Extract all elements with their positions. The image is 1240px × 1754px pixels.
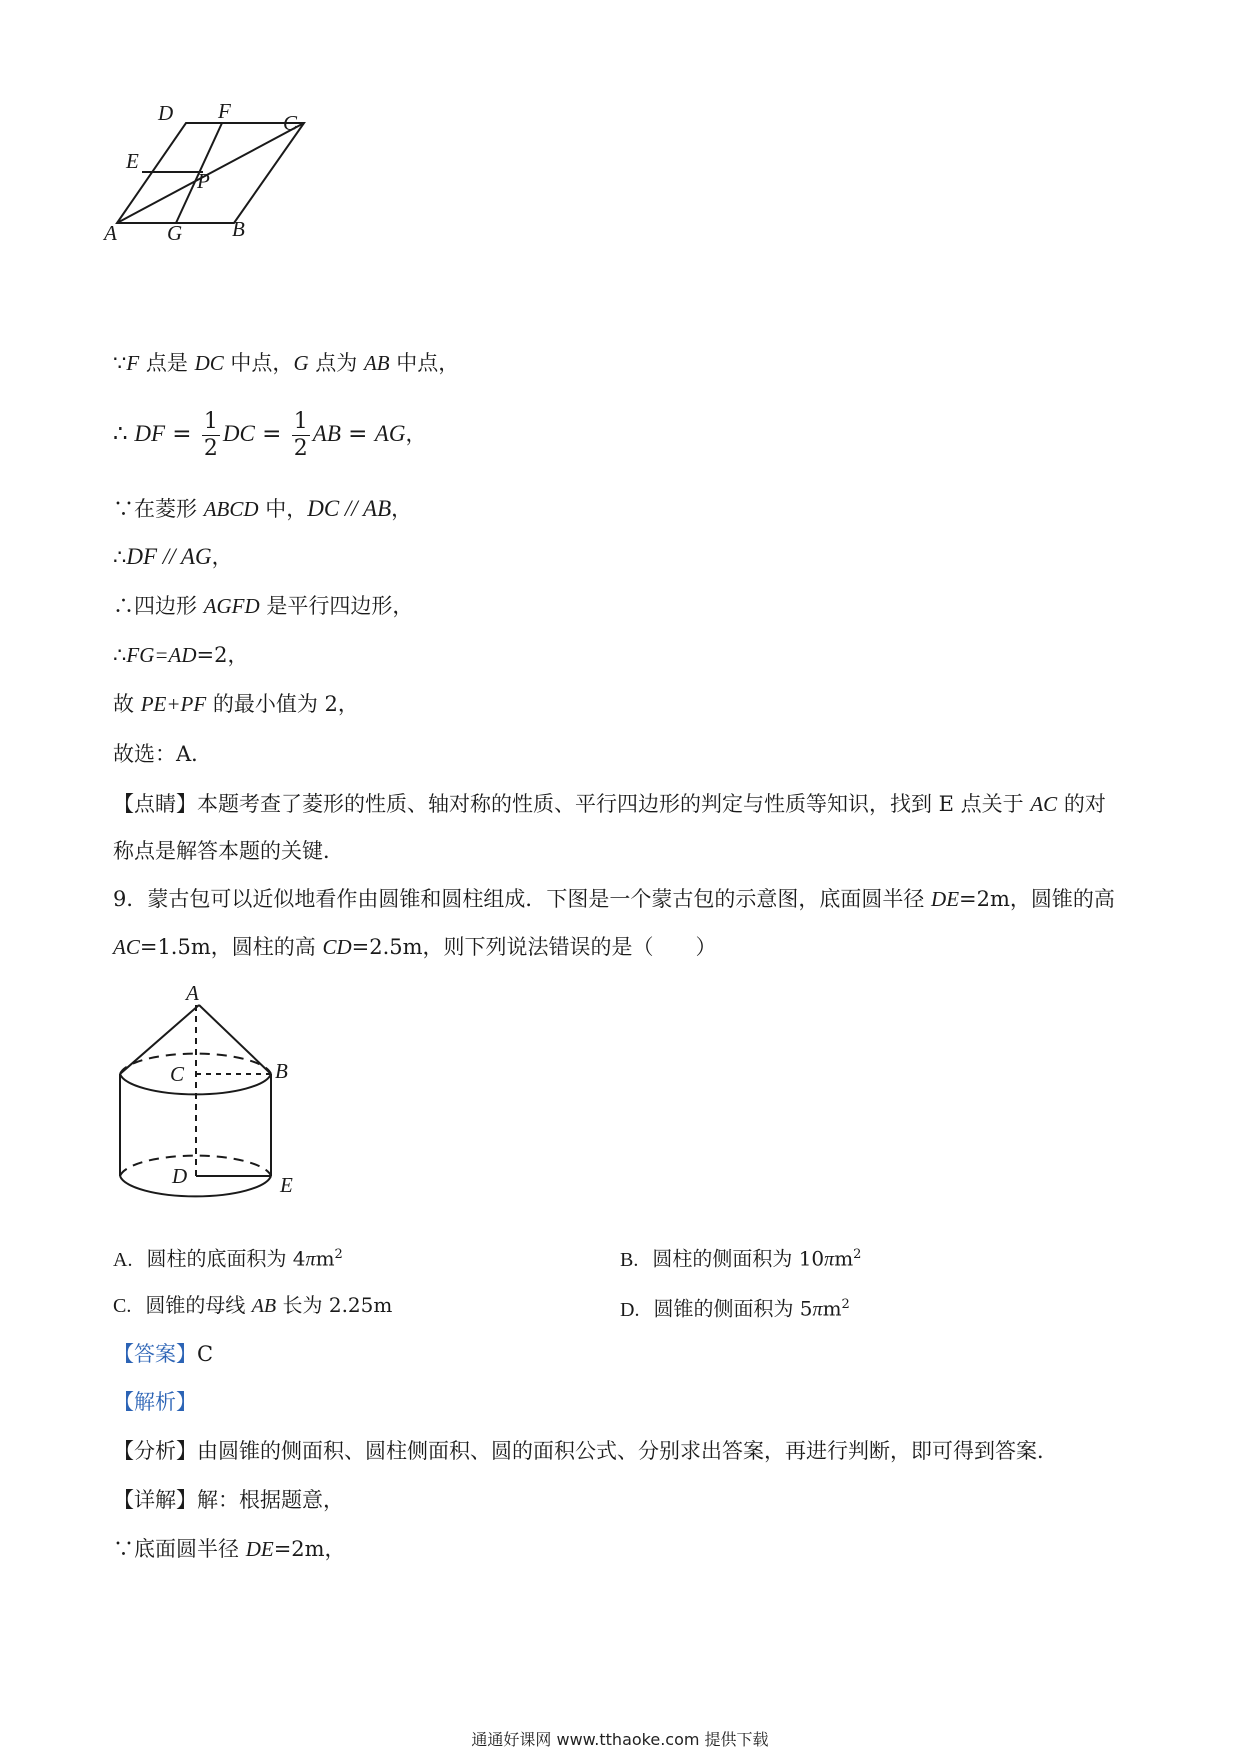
var-ag: AG [374,421,406,446]
text: 的最小值为 2， [206,692,359,716]
text: 9．蒙古包可以近似地看作由圆锥和圆柱组成．下图是一个蒙古包的示意图，底面圆半径 [113,887,932,911]
line-choose-a: 故选：A． [113,742,213,766]
text: 是平行四边形， [259,594,414,618]
option-text: 圆锥的侧面积为 5 [653,1296,813,1321]
var-ab: AB [251,1295,277,1317]
option-b[interactable] [620,1241,861,1274]
answer-tag: 【答案】 [113,1342,197,1366]
var-ac: AC [113,935,140,959]
page-footer: 通通好课网 www.tthaoke.com 提供下载 [471,1730,769,1749]
text: 故 [113,692,141,716]
var-de: DE [245,1537,274,1561]
line-df-equation [113,404,426,464]
radius-line [113,1535,346,1563]
text: 在菱形 [134,497,204,521]
unit: m [822,1296,842,1321]
dianjing-line1 [113,790,1106,818]
line-rhombus-parallel [113,495,412,523]
text: =2m，圆锥的高 [959,887,1115,911]
var-df: DF [134,421,165,446]
var-de: DE [931,887,960,911]
pi-symbol: π [305,1248,316,1271]
option-label: D. [620,1298,640,1321]
fenxi-tag: 【分析】 [113,1439,197,1463]
exponent: 2 [841,1297,850,1312]
option-d[interactable] [620,1291,850,1324]
fenxi-text: 由圆锥的侧面积、圆柱侧面积、圆的面积公式、分别求出答案，再进行判断，即可得到答案． [197,1439,1058,1463]
line-minimum [113,690,359,718]
var-ab: AB [363,351,390,375]
cone-left-edge [120,1005,199,1074]
text: 本题考查了菱形的性质、轴对称的性质、平行四边形的判定与性质等知识，找到 E 点关于 [197,792,1031,816]
text: =2， [196,643,249,667]
cone-right-edge [199,1005,271,1074]
text: =2m， [273,1537,346,1561]
equals: = [165,421,199,447]
text: 点为 [308,351,364,375]
because-symbol: ∵ [113,497,134,521]
text: 中， [258,497,308,521]
label-c: C [170,1062,185,1086]
label-b: B [232,217,245,241]
option-c[interactable] [113,1291,392,1320]
fenxi-line [113,1437,1058,1465]
option-text: 圆柱的侧面积为 10 [652,1246,825,1271]
label-d: D [158,101,174,125]
fraction-half [292,409,310,462]
var-g: G [293,351,309,375]
text: 中点， [223,351,294,375]
text: ， [211,545,233,569]
xiangjie-text: 解：根据题意， [197,1488,344,1512]
question9-line2 [113,933,717,961]
option-text: 圆锥的母线 [145,1293,252,1317]
dianjing-tag: 【点睛】 [113,792,197,816]
var-f: F [126,351,140,375]
text: =1.5m，圆柱的高 [139,935,323,959]
question9-line1 [113,885,1115,913]
expr-dc-parallel-ab: DC // AB [307,496,392,521]
expr-pe-pf: PE+PF [140,692,207,716]
answer-line [113,1340,213,1368]
text: 四边形 [134,594,204,618]
because-symbol: ∵ [113,1537,134,1561]
label-a: A [186,981,199,1005]
line-df-parallel-ag [113,543,233,571]
equals: = [254,421,289,447]
var-agfd: AGFD [203,594,260,618]
numerator: 1 [293,409,308,434]
option-label: B. [620,1248,639,1271]
answer-value: C [197,1342,214,1366]
label-g: G [167,221,183,245]
text: 底面圆半径 [134,1537,246,1561]
rhombus-figure [100,98,340,278]
label-d: D [172,1164,188,1188]
text: ， [405,422,427,446]
var-abcd: ABCD [203,497,259,521]
text: =2.5m，则下列说法错误的是（ ） [351,935,717,959]
fraction-half [202,409,220,462]
option-label: A. [113,1248,133,1271]
expr-fg-ad: FG=AD [126,643,197,667]
label-p: P [197,169,210,193]
exponent: 2 [853,1247,862,1262]
numerator: 1 [203,409,218,434]
line-midpoints [113,349,459,377]
unit: m [315,1246,335,1271]
unit: m [834,1246,854,1271]
therefore-symbol: ∴ [113,545,127,569]
pi-symbol: π [824,1248,835,1271]
text: 的对 [1057,792,1106,816]
var-ab: AB [312,421,341,446]
option-a[interactable] [113,1241,343,1274]
xiangjie-line [113,1486,344,1514]
var-cd: CD [322,935,352,959]
label-e: E [280,1173,293,1197]
pi-symbol: π [812,1298,823,1321]
text: 中点， [389,351,460,375]
var-ac: AC [1030,792,1058,816]
expr-df-parallel-ag: DF // AG [126,544,212,569]
label-f: F [218,99,231,123]
exponent: 2 [334,1247,343,1262]
yurt-figure [100,972,320,1222]
bottom-ellipse-front [120,1176,271,1196]
because-symbol: ∵ [113,351,127,375]
label-e: E [126,149,139,173]
xiangjie-tag: 【详解】 [113,1488,197,1512]
therefore-symbol: ∴ [113,421,128,447]
therefore-symbol: ∴ [113,643,127,667]
var-dc: DC [194,351,224,375]
line-parallelogram [113,592,413,620]
denominator: 2 [293,436,308,461]
label-c: C [283,111,298,135]
label-b: B [275,1059,288,1083]
equals: = [340,421,375,447]
therefore-symbol: ∴ [113,594,134,618]
jiexi-tag: 【解析】 [113,1390,197,1414]
option-label: C. [113,1295,132,1317]
dianjing-line2: 称点是解答本题的关键． [113,839,344,863]
label-a: A [104,221,117,245]
text: ， [391,497,413,521]
denominator: 2 [203,436,218,461]
option-text: 长为 2.25m [276,1293,393,1317]
option-text: 圆柱的底面积为 4 [146,1246,306,1271]
text: 点是 [139,351,195,375]
var-dc: DC [222,421,255,446]
line-fg-equals [113,641,249,669]
